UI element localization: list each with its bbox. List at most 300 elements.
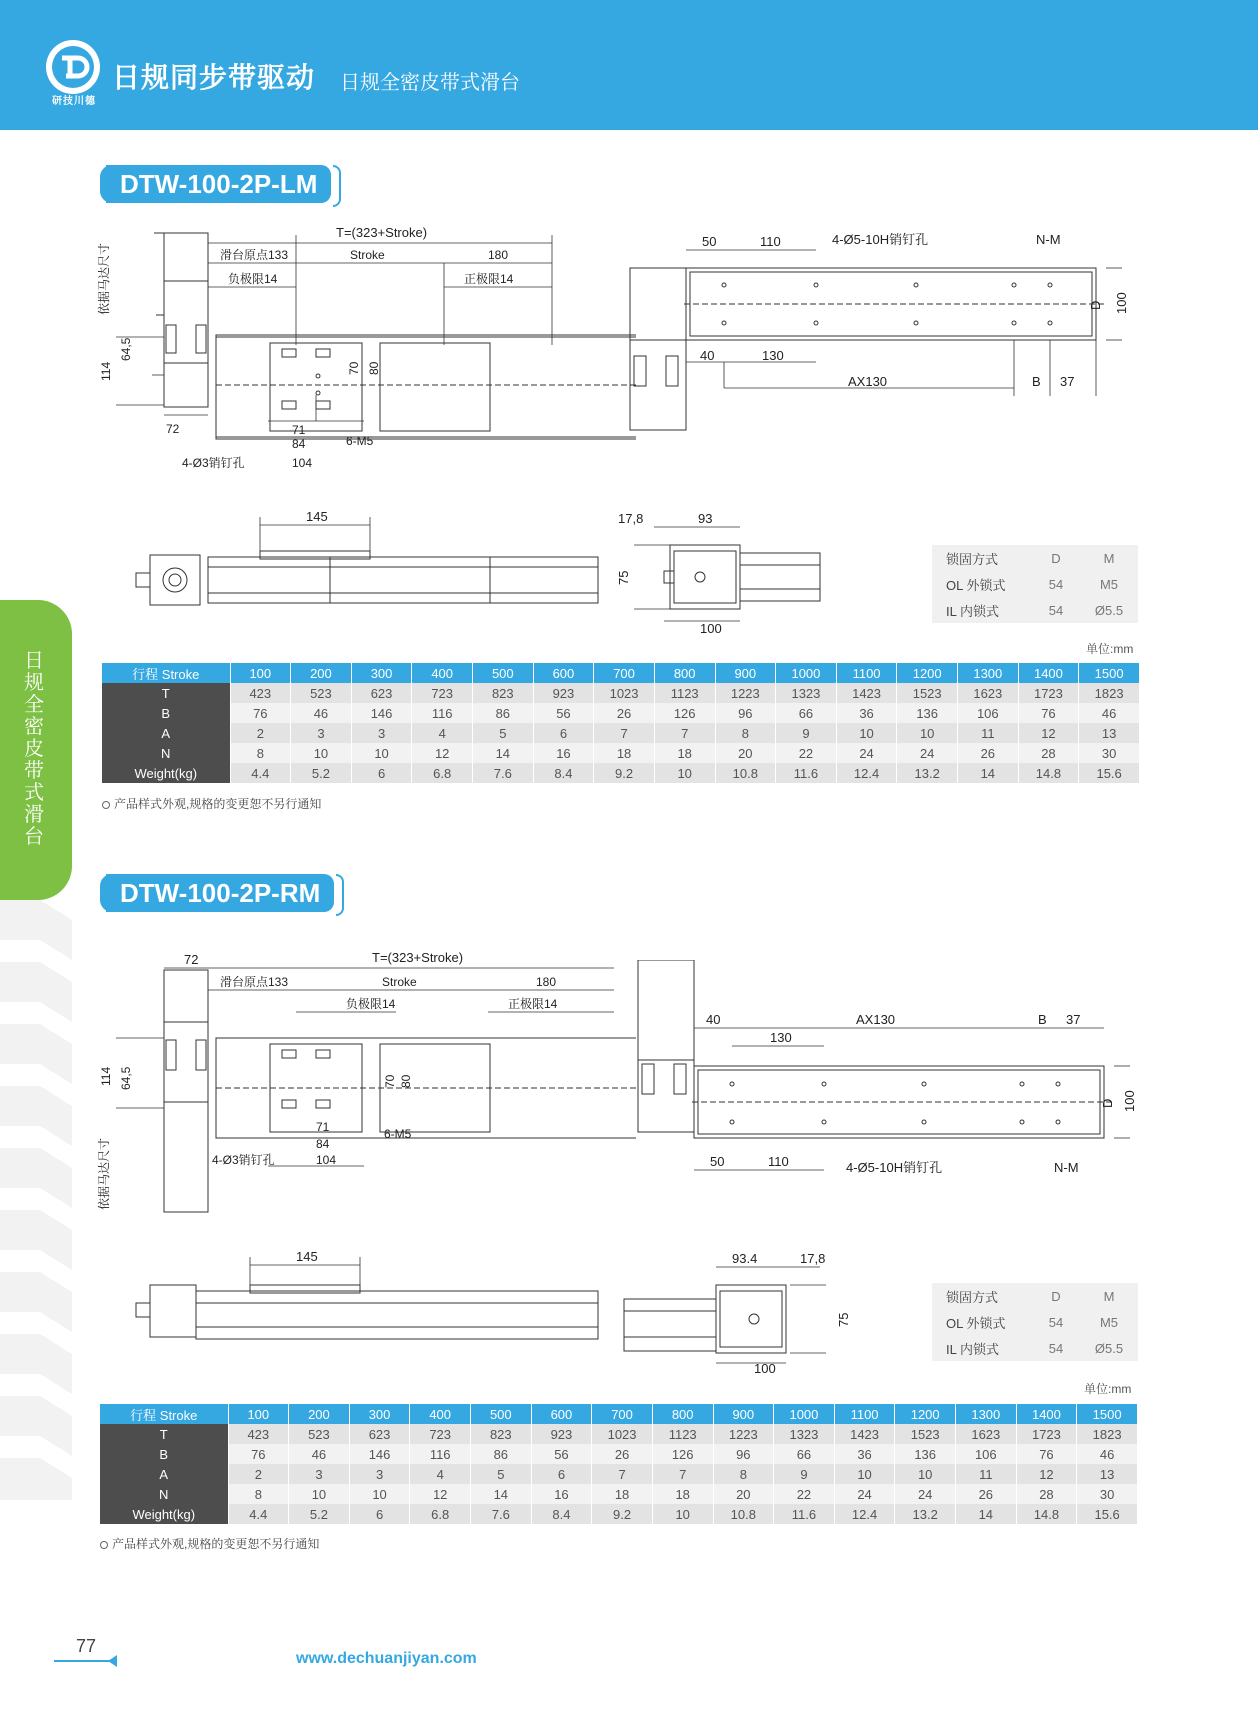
table-cell: 900: [715, 663, 776, 683]
footer-rule: [54, 1660, 110, 1662]
dim-130: 130: [770, 1030, 792, 1045]
table-cell: 36: [834, 1444, 895, 1464]
lock-cell: M5: [1099, 1314, 1119, 1330]
table-cell: 500: [471, 1404, 532, 1424]
disclaimer-rm: [100, 1535, 319, 1552]
table-cell: 1300: [958, 663, 1019, 683]
table-cell: 18: [654, 743, 715, 763]
table-cell: 96: [715, 703, 776, 723]
table-cell: 100: [230, 663, 291, 683]
table-cell: 56: [533, 703, 594, 723]
table-cell: 1523: [897, 683, 958, 703]
lm-top-view-drawing: [96, 225, 636, 485]
table-cell: 28: [1018, 743, 1079, 763]
table-cell: 623: [349, 1424, 410, 1444]
table-cell: 5.2: [289, 1504, 350, 1524]
bullet-icon: [100, 1541, 108, 1549]
dim-114: 114: [99, 361, 113, 381]
table-cell: 9.2: [592, 1504, 653, 1524]
table-cell: 22: [774, 1484, 835, 1504]
table-cell: 18: [594, 743, 655, 763]
lock-cell: OL 外锁式: [946, 1315, 1006, 1331]
table-cell: 523: [291, 683, 352, 703]
table-cell: 86: [471, 1444, 532, 1464]
dim-80: 80: [367, 361, 381, 375]
table-cell: 26: [594, 703, 655, 723]
table-cell: 14.8: [1018, 763, 1079, 783]
table-cell: 76: [1018, 703, 1079, 723]
table-cell: 9.2: [594, 763, 655, 783]
lock-table-lm: [932, 545, 1138, 623]
table-cell: 700: [592, 1404, 653, 1424]
dim-37: 37: [1066, 1012, 1081, 1027]
table-cell: 10: [289, 1484, 350, 1504]
table-cell: 10: [836, 723, 897, 743]
dim-40: 40: [700, 348, 715, 363]
dim-T: T=(323+Stroke): [372, 950, 464, 965]
lock-cell: 54: [1048, 1314, 1064, 1330]
table-cell: 1423: [836, 683, 897, 703]
lock-cell: M: [1103, 1288, 1115, 1304]
table-cell: 7: [592, 1464, 653, 1484]
table-cell: 1100: [836, 663, 897, 683]
lock-row: [932, 1335, 1138, 1361]
header-title: 日规同步带驱动: [112, 62, 316, 93]
dim-NM: N-M: [1054, 1160, 1079, 1175]
lock-row: [932, 571, 1138, 597]
table-cell: 9: [774, 1464, 835, 1484]
table-cell: 26: [958, 743, 1019, 763]
table-cell: 6: [351, 763, 412, 783]
table-cell: 923: [533, 683, 594, 703]
page-number: 77: [76, 1636, 97, 1656]
table-cell: 7.6: [473, 763, 534, 783]
table-row: [100, 1504, 1138, 1524]
dim-AX: AX130: [856, 1012, 896, 1027]
table-cell: 500: [473, 663, 534, 683]
table-cell: 66: [774, 1444, 835, 1464]
table-cell: 6.8: [412, 763, 473, 783]
table-cell: 8.4: [533, 763, 594, 783]
table-cell: 823: [471, 1424, 532, 1444]
table-cell: 30: [1077, 1484, 1138, 1504]
row-header-cell: N: [100, 1484, 228, 1504]
lock-cell: IL 内锁式: [946, 1341, 999, 1357]
dim-motor-note: 依据马达尺寸: [97, 242, 111, 315]
table-cell: 1500: [1077, 1404, 1138, 1424]
table-cell: 10: [351, 743, 412, 763]
spec-table-lm: [102, 663, 1140, 783]
spec-table-rm: [100, 1404, 1138, 1524]
table-cell: 3: [289, 1464, 350, 1484]
rm-side-view-drawing: [634, 960, 1146, 1190]
dim-m5: 6-M5: [384, 1127, 412, 1141]
disclaimer-text: 产品样式外观,规格的变更恕不另行通知: [112, 1537, 320, 1551]
table-cell: 66: [776, 703, 837, 723]
dim-64-5: 64,5: [119, 337, 133, 361]
dim-NM: N-M: [1036, 232, 1061, 247]
table-cell: 6: [349, 1504, 410, 1524]
brand-logo: [44, 38, 102, 96]
table-cell: 300: [349, 1404, 410, 1424]
table-cell: 1000: [774, 1404, 835, 1424]
table-cell: 26: [956, 1484, 1017, 1504]
table-cell: 15.6: [1077, 1504, 1138, 1524]
dim-37: 37: [1060, 374, 1075, 389]
dim-104: 104: [292, 456, 313, 470]
dim-145: 145: [306, 509, 328, 524]
table-cell: 30: [1079, 743, 1140, 763]
dim-110: 110: [768, 1154, 789, 1169]
row-header-cell: B: [102, 703, 230, 723]
table-cell: 26: [592, 1444, 653, 1464]
table-cell: 6.8: [410, 1504, 471, 1524]
dim-motor-note: 依据马达尺寸: [97, 1137, 111, 1210]
table-cell: 10.8: [715, 763, 776, 783]
table-cell: 1023: [592, 1424, 653, 1444]
table-cell: 3: [291, 723, 352, 743]
table-row: [100, 1444, 1138, 1464]
row-header-cell: B: [100, 1444, 228, 1464]
dim-T: T=(323+Stroke): [336, 225, 428, 240]
header-subtitle: 日规全密皮带式滑台: [340, 72, 520, 94]
dim-84: 84: [316, 1137, 330, 1151]
table-cell: 126: [652, 1444, 713, 1464]
table-cell: 1423: [834, 1424, 895, 1444]
table-cell: 1000: [776, 663, 837, 683]
table-cell: 5: [471, 1464, 532, 1484]
table-cell: 12: [1018, 723, 1079, 743]
table-cell: 100: [228, 1404, 289, 1424]
table-cell: 10: [291, 743, 352, 763]
table-cell: 14: [956, 1504, 1017, 1524]
arrow-left-icon: [108, 1655, 117, 1667]
table-cell: 1223: [713, 1424, 774, 1444]
table-cell: 1623: [958, 683, 1019, 703]
table-cell: 11.6: [774, 1504, 835, 1524]
table-cell: 10: [654, 763, 715, 783]
table-cell: 6: [531, 1464, 592, 1484]
table-cell: 10: [349, 1484, 410, 1504]
disclaimer-text: 产品样式外观,规格的变更恕不另行通知: [114, 797, 322, 811]
table-cell: 46: [289, 1444, 350, 1464]
lock-cell: IL 内锁式: [946, 603, 999, 619]
dim-180: 180: [536, 975, 557, 989]
table-cell: 723: [410, 1424, 471, 1444]
table-cell: 56: [531, 1444, 592, 1464]
table-header-row: [102, 663, 1140, 683]
brand-name: 研技川德: [52, 96, 96, 107]
table-cell: 1323: [776, 683, 837, 703]
side-tab-label: 日规全密皮带式滑台: [24, 650, 44, 848]
table-cell: 8: [715, 723, 776, 743]
rm-end-view-drawing: [620, 1245, 860, 1375]
dim-130: 130: [762, 348, 784, 363]
row-header-cell: T: [100, 1424, 228, 1444]
dim-pos-limit: 正极限14: [508, 997, 558, 1011]
row-header-cell: 行程 Stroke: [102, 663, 230, 683]
table-cell: 7: [654, 723, 715, 743]
dim-neg-limit: 负极限14: [228, 272, 278, 286]
table-cell: 106: [956, 1444, 1017, 1464]
table-cell: 146: [349, 1444, 410, 1464]
table-cell: 12.4: [834, 1504, 895, 1524]
table-cell: 1223: [715, 683, 776, 703]
table-cell: 13.2: [897, 763, 958, 783]
table-cell: 116: [410, 1444, 471, 1464]
table-cell: 8.4: [531, 1504, 592, 1524]
dim-70: 70: [383, 1074, 397, 1088]
dim-origin: 滑台原点133: [220, 248, 289, 262]
table-cell: 8: [230, 743, 291, 763]
table-cell: 136: [897, 703, 958, 723]
row-header-cell: A: [102, 723, 230, 743]
table-cell: 1400: [1018, 663, 1079, 683]
table-cell: 18: [592, 1484, 653, 1504]
dim-AX: AX130: [848, 374, 888, 389]
dim-pin5: 4-Ø5-10H销钉孔: [832, 232, 929, 247]
table-cell: 12: [410, 1484, 471, 1504]
section-title-lm: DTW-100-2P-LM: [106, 165, 331, 203]
table-cell: 14.8: [1016, 1504, 1077, 1524]
table-cell: 10: [652, 1504, 713, 1524]
dim-50: 50: [710, 1154, 725, 1169]
table-cell: 400: [410, 1404, 471, 1424]
lock-cell: 锁固方式: [946, 1289, 999, 1305]
dim-pin5: 4-Ø5-10H销钉孔: [846, 1160, 943, 1175]
lock-row: [932, 1309, 1138, 1335]
lock-cell: 54: [1048, 576, 1064, 592]
table-cell: 16: [531, 1484, 592, 1504]
row-header-cell: 行程 Stroke: [100, 1404, 228, 1424]
table-cell: 4.4: [228, 1504, 289, 1524]
dim-17-8: 17,8: [618, 511, 644, 526]
table-cell: 9: [776, 723, 837, 743]
table-cell: 46: [1077, 1444, 1138, 1464]
table-cell: 46: [291, 703, 352, 723]
table-cell: 13: [1079, 723, 1140, 743]
table-cell: 13.2: [895, 1504, 956, 1524]
table-cell: 2: [228, 1464, 289, 1484]
table-cell: 5.2: [291, 763, 352, 783]
dim-64-5: 64,5: [119, 1066, 133, 1090]
table-cell: 10: [897, 723, 958, 743]
lock-cell: 锁固方式: [946, 551, 999, 567]
lock-row: [932, 545, 1138, 571]
dim-71: 71: [292, 423, 306, 437]
table-cell: 11: [956, 1464, 1017, 1484]
table-cell: 3: [351, 723, 412, 743]
table-cell: 24: [836, 743, 897, 763]
website-link[interactable]: www.dechuanjiyan.com: [296, 1650, 477, 1667]
header-bar: [0, 0, 1258, 130]
table-cell: 7: [652, 1464, 713, 1484]
table-cell: 76: [228, 1444, 289, 1464]
lock-cell: 54: [1048, 602, 1064, 618]
lm-side-view-drawing: [626, 228, 1138, 458]
table-cell: 200: [289, 1404, 350, 1424]
table-cell: 4.4: [230, 763, 291, 783]
table-cell: 523: [289, 1424, 350, 1444]
table-cell: 28: [1016, 1484, 1077, 1504]
table-cell: 8: [228, 1484, 289, 1504]
dim-pin3: 4-Ø3销钉孔: [212, 1153, 275, 1167]
dim-72: 72: [166, 422, 180, 436]
dim-origin: 滑台原点133: [220, 975, 289, 989]
table-cell: 2: [230, 723, 291, 743]
table-cell: 11: [958, 723, 1019, 743]
unit-label-rm: 单位:mm: [1084, 1382, 1132, 1396]
table-cell: 1023: [594, 683, 655, 703]
dim-D: D: [1100, 1098, 1115, 1108]
table-cell: 1500: [1079, 663, 1140, 683]
row-header-cell: T: [102, 683, 230, 703]
table-cell: 1400: [1016, 1404, 1077, 1424]
table-cell: 126: [654, 703, 715, 723]
dim-80: 80: [399, 1074, 413, 1088]
disclaimer-lm: [102, 795, 321, 812]
lock-cell: OL 外锁式: [946, 577, 1006, 593]
table-cell: 146: [351, 703, 412, 723]
table-cell: 76: [230, 703, 291, 723]
table-cell: 20: [715, 743, 776, 763]
dim-104: 104: [316, 1153, 337, 1167]
dim-114: 114: [99, 1066, 113, 1086]
table-cell: 7: [594, 723, 655, 743]
lock-cell: D: [1051, 1288, 1061, 1304]
dim-100b: 100: [700, 621, 722, 635]
dim-93: 93.4: [732, 1251, 758, 1266]
lock-cell: Ø5.5: [1094, 1340, 1124, 1356]
table-cell: 12: [412, 743, 473, 763]
table-cell: 14: [471, 1484, 532, 1504]
table-cell: 6: [533, 723, 594, 743]
row-header-cell: N: [102, 743, 230, 763]
table-cell: 1823: [1077, 1424, 1138, 1444]
lock-cell: Ø5.5: [1094, 602, 1124, 618]
row-header-cell: Weight(kg): [100, 1504, 228, 1524]
row-header-cell: Weight(kg): [102, 763, 230, 783]
table-cell: 8: [713, 1464, 774, 1484]
dim-50: 50: [702, 234, 717, 249]
lock-cell: D: [1051, 550, 1061, 566]
dim-B: B: [1038, 1012, 1047, 1027]
dim-40: 40: [706, 1012, 721, 1027]
table-cell: 4: [412, 723, 473, 743]
table-cell: 1200: [897, 663, 958, 683]
table-row: [100, 1464, 1138, 1484]
table-cell: 24: [834, 1484, 895, 1504]
rm-front-view-drawing: [120, 1245, 610, 1355]
table-cell: 600: [533, 663, 594, 683]
table-cell: 15.6: [1079, 763, 1140, 783]
table-cell: 1623: [956, 1424, 1017, 1444]
table-cell: 3: [349, 1464, 410, 1484]
table-cell: 10.8: [713, 1504, 774, 1524]
dim-100: 100: [1114, 292, 1129, 314]
dim-75: 75: [836, 1312, 851, 1327]
rm-top-view-drawing: [96, 940, 636, 1220]
dim-145: 145: [296, 1249, 318, 1264]
lock-row: [932, 1283, 1138, 1309]
table-cell: 1123: [652, 1424, 713, 1444]
table-cell: 623: [351, 683, 412, 703]
table-cell: 5: [473, 723, 534, 743]
table-cell: 96: [713, 1444, 774, 1464]
table-cell: 10: [895, 1464, 956, 1484]
table-cell: 723: [412, 683, 473, 703]
dim-110: 110: [760, 234, 781, 249]
dim-71: 71: [316, 1120, 330, 1134]
dim-stroke: Stroke: [382, 975, 417, 989]
dim-70: 70: [347, 361, 361, 375]
table-cell: 800: [652, 1404, 713, 1424]
table-cell: 1723: [1016, 1424, 1077, 1444]
dim-100b: 100: [754, 1361, 776, 1375]
dim-m5: 6-M5: [346, 434, 374, 448]
table-cell: 22: [776, 743, 837, 763]
table-cell: 14: [958, 763, 1019, 783]
bullet-icon: [102, 801, 110, 809]
table-row: [100, 1484, 1138, 1504]
table-row: [102, 683, 1140, 703]
lm-end-view-drawing: [614, 505, 854, 635]
table-cell: 900: [713, 1404, 774, 1424]
row-header-cell: A: [100, 1464, 228, 1484]
table-cell: 14: [473, 743, 534, 763]
dim-D: D: [1088, 300, 1103, 310]
table-cell: 7.6: [471, 1504, 532, 1524]
table-cell: 86: [473, 703, 534, 723]
side-decoration: [0, 900, 72, 1520]
table-cell: 4: [410, 1464, 471, 1484]
table-cell: 923: [531, 1424, 592, 1444]
table-cell: 300: [351, 663, 412, 683]
table-cell: 1823: [1079, 683, 1140, 703]
dim-72: 72: [184, 952, 199, 967]
table-cell: 24: [895, 1484, 956, 1504]
table-cell: 10: [834, 1464, 895, 1484]
table-cell: 800: [654, 663, 715, 683]
table-cell: 400: [412, 663, 473, 683]
table-cell: 600: [531, 1404, 592, 1424]
table-cell: 700: [594, 663, 655, 683]
table-cell: 1323: [774, 1424, 835, 1444]
dim-100: 100: [1122, 1090, 1137, 1112]
table-cell: 13: [1077, 1464, 1138, 1484]
section-title-rm: DTW-100-2P-RM: [106, 874, 334, 912]
unit-label-lm: 单位:mm: [1086, 642, 1134, 656]
table-cell: 24: [897, 743, 958, 763]
table-row: [102, 703, 1140, 723]
dim-stroke: Stroke: [350, 248, 385, 262]
table-cell: 136: [895, 1444, 956, 1464]
table-cell: 36: [836, 703, 897, 723]
dim-75: 75: [616, 570, 631, 585]
dim-pin3: 4-Ø3销钉孔: [182, 456, 245, 470]
dim-17-8: 17,8: [800, 1251, 826, 1266]
lock-cell: M5: [1099, 576, 1119, 592]
table-cell: 423: [230, 683, 291, 703]
lock-table-rm: [932, 1283, 1138, 1361]
table-cell: 16: [533, 743, 594, 763]
table-cell: 1100: [834, 1404, 895, 1424]
table-cell: 46: [1079, 703, 1140, 723]
dim-pos-limit: 正极限14: [464, 272, 514, 286]
lm-front-view-drawing: [130, 505, 610, 615]
table-cell: 1123: [654, 683, 715, 703]
table-row: [102, 763, 1140, 783]
